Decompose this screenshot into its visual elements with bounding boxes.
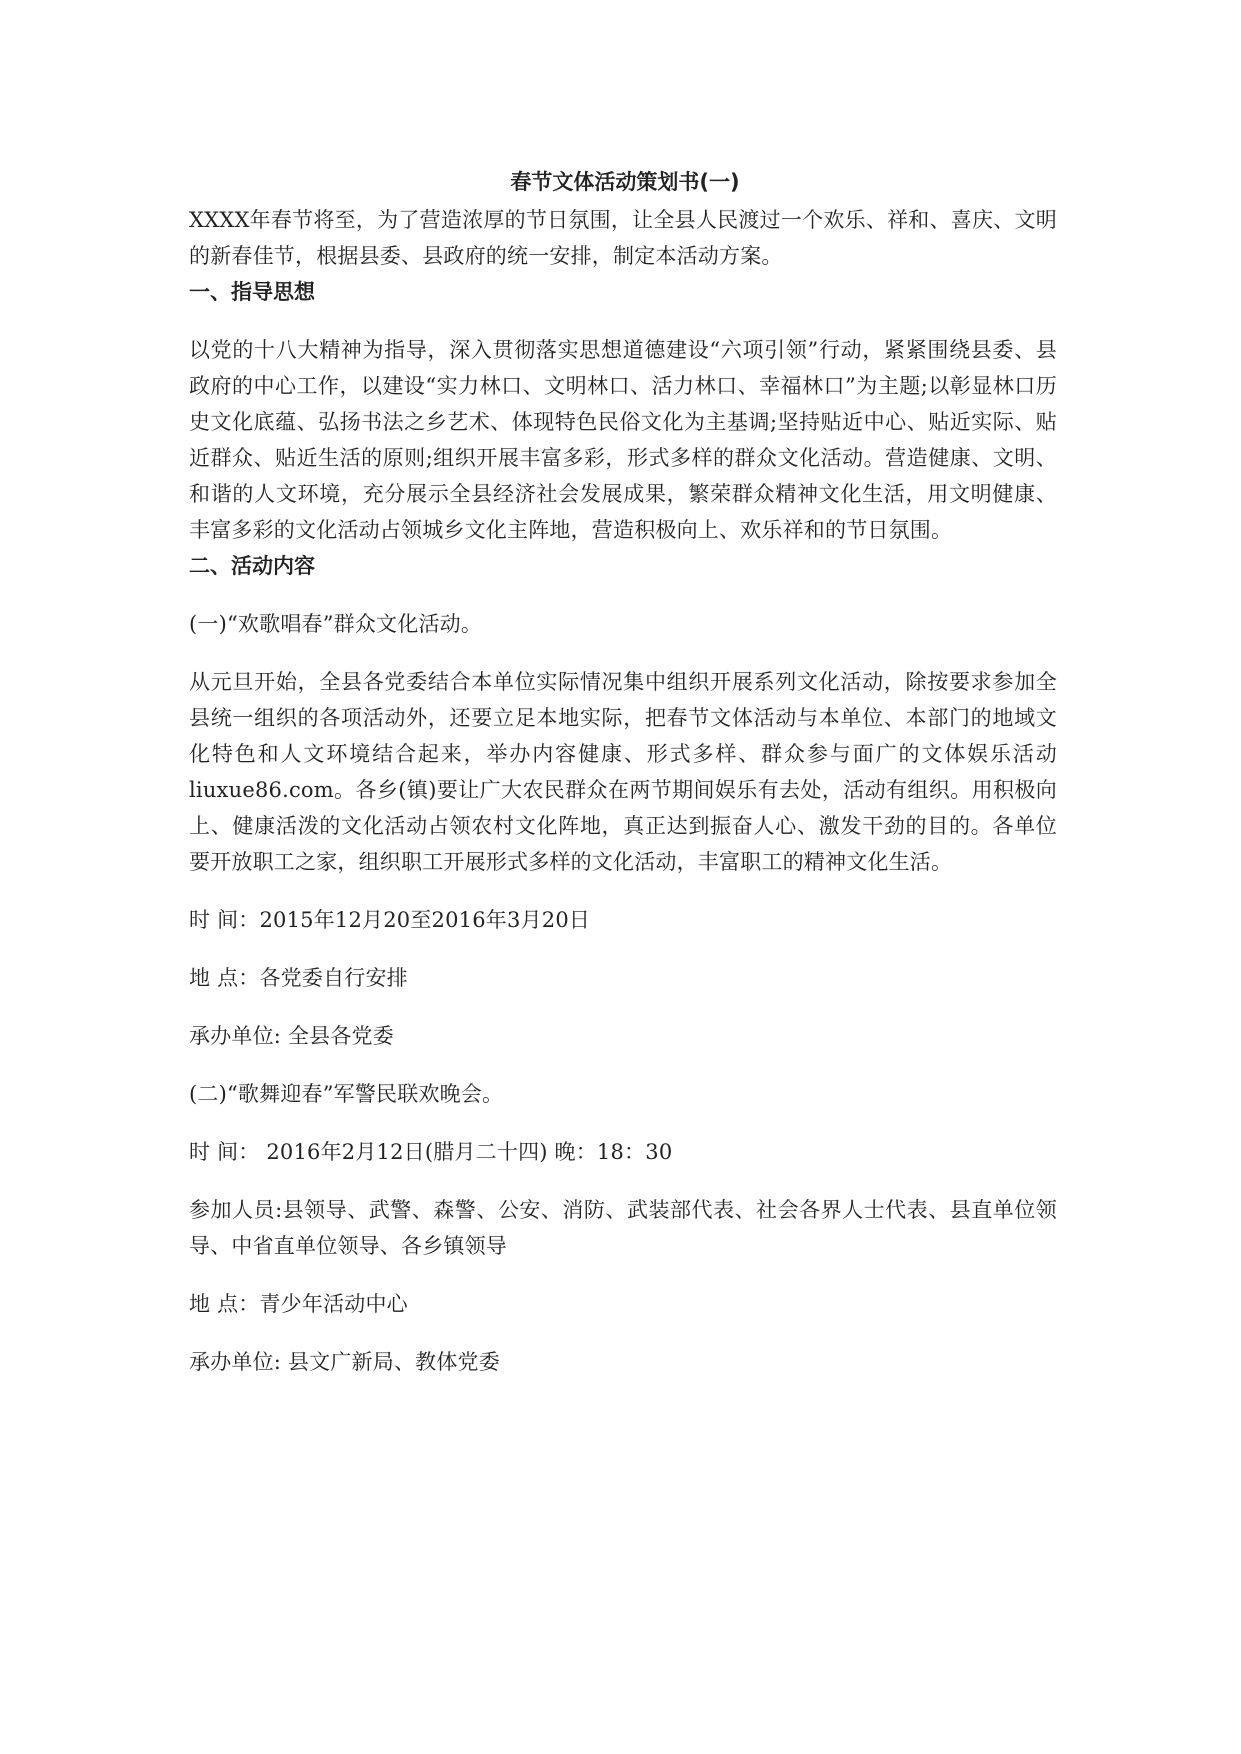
document-title: 春节文体活动策划书(一) — [510, 170, 740, 194]
activity-2-place: 地 点：青少年活动中心 — [189, 1292, 408, 1316]
activity-1-time: 时 间：2015年12月20至2016年3月20日 — [189, 908, 591, 932]
activity-2-time: 时 间： 2016年2月12日(腊月二十四) 晚：18：30 — [189, 1140, 673, 1164]
section-heading-guiding-ideology: 一、指导思想 — [189, 280, 315, 304]
section-heading-activity-content: 二、活动内容 — [189, 554, 315, 578]
activity-1-place: 地 点：各党委自行安排 — [189, 966, 408, 990]
guiding-ideology-paragraph: 以党的十八大精神为指导，深入贯彻落实思想道德建设“六项引领”行动，紧紧围绕县委、县政府的中心工作，以建设“实力林口、文明林口、活力林口、幸福林口”为主题;以彰显林口历史文化底蕴、弘扬书法之乡艺术、体现特色民俗文化为主基调;坚持贴近中心、贴近实际、贴近群众、贴近生活的原则;组织开展丰富多彩，形式多样的群众文化活动。营造健康、文明、和谐的人文环境，充分展示全县经济社会发展成果，繁荣群众精神文化生活，用文明健康、丰富多彩的文化活动占领城乡文化主阵地，营造积极向上、欢乐祥和的节日氛围。 — [189, 338, 1057, 542]
intro-paragraph: XXXX年春节将至，为了营造浓厚的节日氛围，让全县人民渡过一个欢乐、祥和、喜庆、文明的新春佳节，根据县委、县政府的统一安排，制定本活动方案。 — [189, 208, 1057, 268]
activity-1-title: (一)“欢歌唱春”群众文化活动。 — [189, 612, 483, 636]
document-content — [189, 164, 1057, 1380]
activity-2-title: (二)“歌舞迎春”军警民联欢晚会。 — [189, 1082, 504, 1106]
activity-2-participants: 参加人员:县领导、武警、森警、公安、消防、武装部代表、社会各界人士代表、县直单位领导、中省直单位领导、各乡镇领导 — [189, 1198, 1057, 1258]
activity-2-organizer: 承办单位: 县文广新局、教体党委 — [189, 1350, 500, 1374]
activity-1-paragraph: 从元旦开始，全县各党委结合本单位实际情况集中组织开展系列文化活动，除按要求参加全县统一组织的各项活动外，还要立足本地实际，把春节文体活动与本单位、本部门的地域文化特色和人文环境结合起来，举办内容健康、形式多样、群众参与面广的文体娱乐活动liuxue86.com。各乡(镇)要让广大农民群众在两节期间娱乐有去处，活动有组织。用积极向上、健康活泼的文化活动占领农村文化阵地，真正达到振奋人心、激发干劲的目的。各单位要开放职工之家，组织职工开展形式多样的文化活动，丰富职工的精神文化生活。 — [189, 670, 1057, 874]
activity-1-organizer: 承办单位: 全县各党委 — [189, 1024, 394, 1048]
